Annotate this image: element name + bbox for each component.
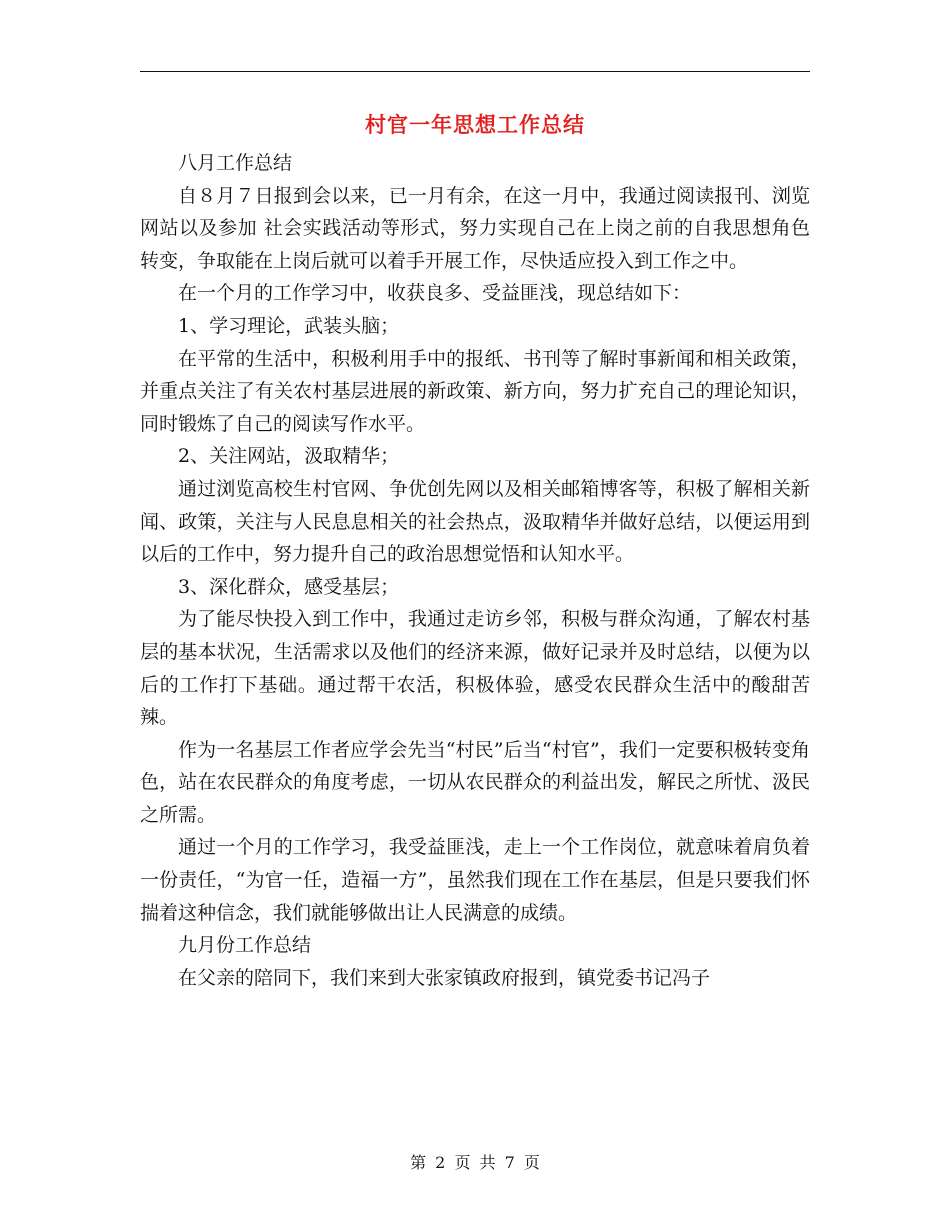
paragraph: 在一个月的工作学习中，收获良多、受益匪浅，现总结如下： bbox=[178, 282, 692, 305]
paragraph: 通过一个月的工作学习，我受益匪浅，走上一个工作岗位，就意味着肩负着一份责任，“为官一任，造福一方”，虽然我们现在工作在基层，但是只要我们怀揣着这种信念，我们就能够做出让人民满意的成绩。 bbox=[140, 836, 810, 924]
document-title: 村官一年思想工作总结 bbox=[365, 113, 585, 137]
paragraph: 在父亲的陪同下，我们来到大张家镇政府报到，镇党委书记冯子 bbox=[178, 966, 711, 989]
paragraph: 为了能尽快投入到工作中，我通过走访乡邻，积极与群众沟通，了解农村基层的基本状况，生活需求以及他们的经济来源，做好记录并及时总结，以便为以后的工作打下基础。通过帮干农活，积极体验，感受农民群众生活中的酸甜苦辣。 bbox=[140, 608, 810, 729]
paragraph: 在平常的生活中，积极利用手中的报纸、书刊等了解时事新闻和相关政策，并重点关注了有关农村基层进展的新政策、新方向，努力扩充自己的理论知识，同时锻炼了自己的阅读写作水平。 bbox=[140, 347, 810, 435]
paragraph: 2、关注网站，汲取精华； bbox=[178, 445, 400, 468]
paragraph: 作为一名基层工作者应学会先当“村民”后当“村官”，我们一定要积极转变角色，站在农民群众的角度考虑，一切从农民群众的利益出发，解民之所忧、汲民之所需。 bbox=[140, 738, 810, 826]
paragraph: 九月份工作总结 bbox=[178, 934, 312, 957]
page-number: 第 2 页 共 7 页 bbox=[410, 1153, 540, 1172]
paragraph: 1、学习理论，武装头脑； bbox=[178, 314, 400, 337]
document-body bbox=[140, 147, 810, 994]
header-rule bbox=[140, 71, 810, 72]
paragraph: 3、深化群众，感受基层； bbox=[178, 575, 400, 598]
paragraph: 通过浏览高校生村官网、争优创先网以及相关邮箱博客等，积极了解相关新闻、政策，关注与人民息息相关的社会热点，汲取精华并做好总结，以便运用到以后的工作中，努力提升自己的政治思想觉悟和认知水平。 bbox=[140, 477, 810, 566]
paragraph: 八月工作总结 bbox=[178, 152, 293, 174]
paragraph: 自８月７日报到会以来，已一月有余，在这一月中，我通过阅读报刊、浏览网站以及参加 社会实践活动等形式，努力实现自己在上岗之前的自我思想角色转变，争取能在上岗后就可以着手开展工作，尽快适应投入到工作之中。 bbox=[140, 184, 810, 272]
